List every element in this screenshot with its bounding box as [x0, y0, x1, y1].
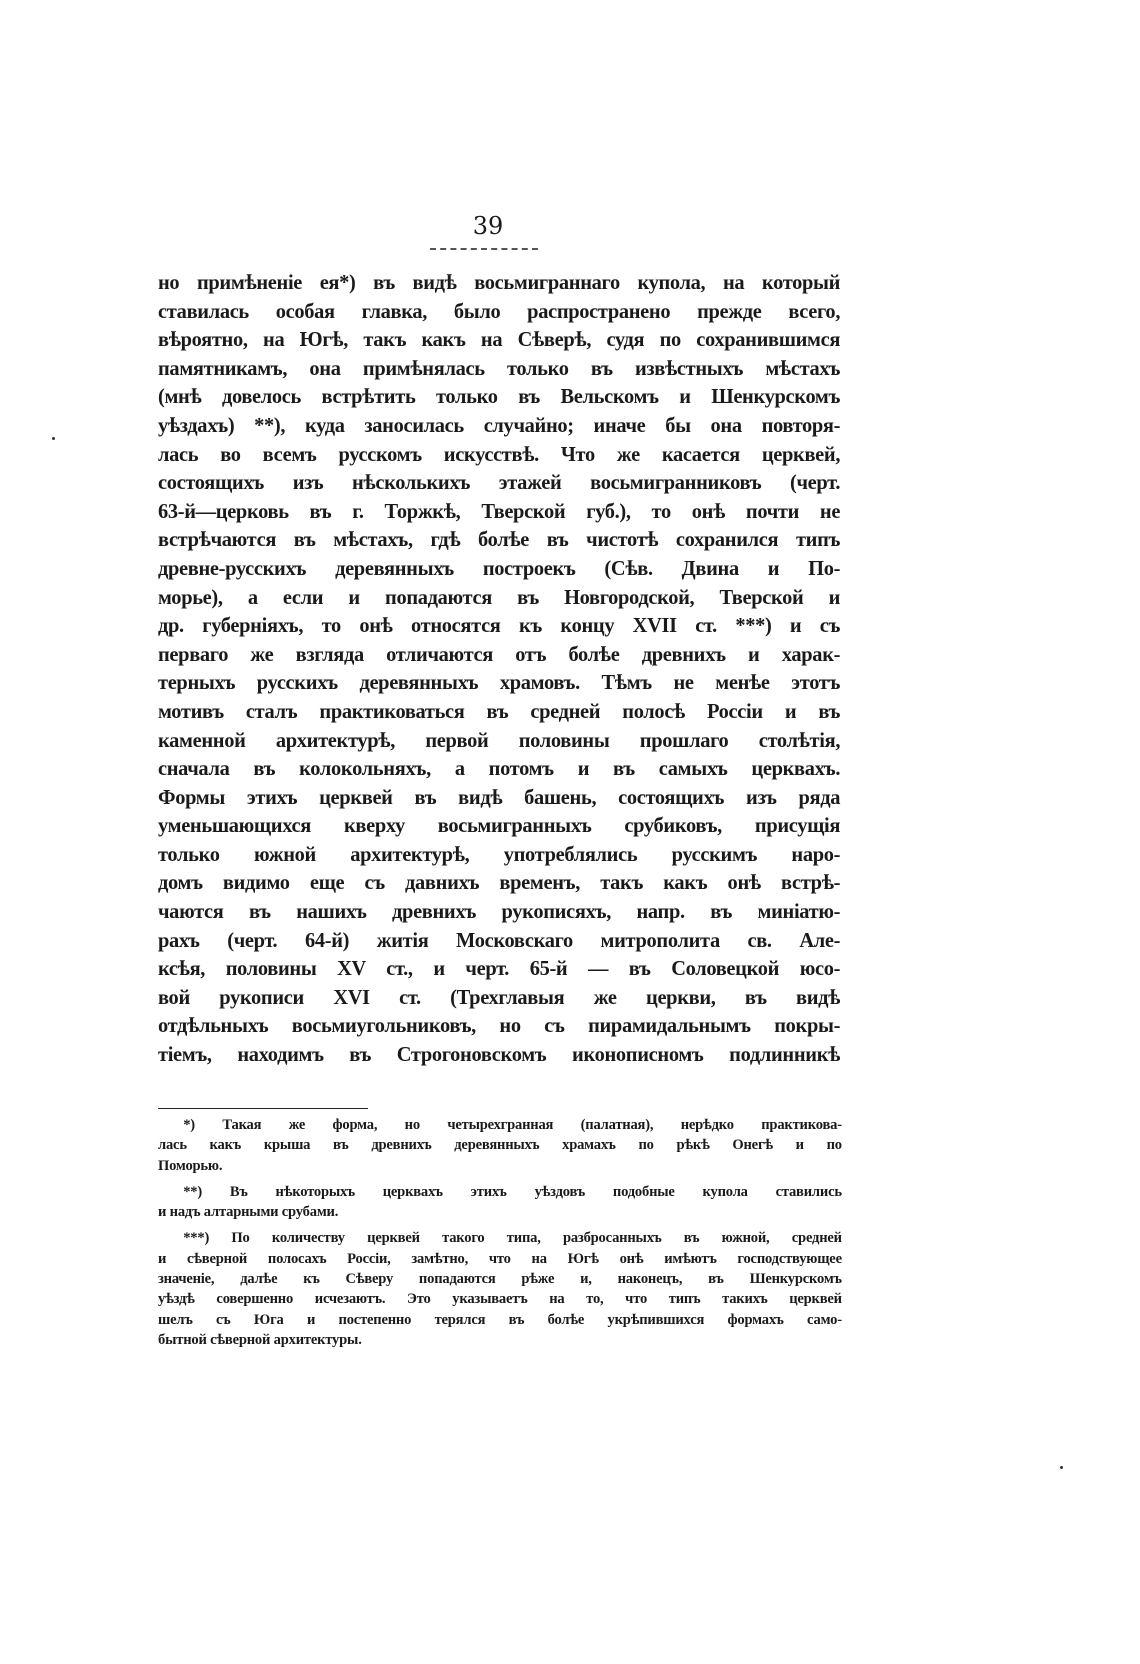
scan-speck	[52, 437, 55, 440]
text-line: 63-й—церковь въ г. Торжкѣ, Тверской губ.), то онѣ почти не	[158, 498, 841, 523]
page-number: 39	[472, 212, 504, 240]
footnote-line: бытной сѣверной архитектуры.	[158, 1331, 362, 1348]
scan-speck	[1060, 1466, 1063, 1469]
footnote-line: и сѣверной полосахъ Россіи, замѣтно, что на Югѣ онѣ имѣютъ господствующее	[158, 1250, 842, 1267]
text-line: морье), а если и попадаются въ Новгородской, Тверской и	[158, 584, 841, 609]
text-line: чаются въ нашихъ древнихъ рукописяхъ, напр. въ миніатю-	[158, 899, 841, 924]
page-number-rule	[430, 248, 538, 250]
text-line: рахъ (черт. 64-й) житія Московскаго митрополита св. Але-	[158, 927, 841, 952]
text-line: др. губерніяхъ, то онѣ относятся къ концу XVII ст. ***) и съ	[158, 613, 841, 638]
footnote-line: значеніе, далѣе къ Сѣверу попадаются рѣже и, наконецъ, въ Шенкурскомъ	[158, 1271, 842, 1288]
footnote-line: и надъ алтарными срубами.	[158, 1204, 339, 1221]
text-line: сначала въ колокольняхъ, а потомъ и въ самыхъ церквахъ.	[158, 756, 841, 781]
footnote-2	[158, 1182, 842, 1223]
text-line: памятникамъ, она примѣнялась только въ извѣстныхъ мѣстахъ	[158, 355, 841, 380]
text-line: (мнѣ довелось встрѣтить только въ Вельскомъ и Шенкурскомъ	[158, 384, 841, 409]
text-line: домъ видимо еще съ давнихъ временъ, такъ какъ онѣ встрѣ-	[158, 870, 841, 895]
footnote-line: лась какъ крыша въ древнихъ деревянныхъ храмахъ по рѣкѣ Онегѣ и по	[158, 1137, 842, 1154]
text-line: только южной архитектурѣ, употреблялись русскимъ наро-	[158, 841, 841, 866]
footnotes-block	[158, 1115, 842, 1350]
text-line: отдѣльныхъ восьмиугольниковъ, но съ пирамидальнымъ покры-	[158, 1013, 841, 1038]
text-line: лась во всемъ русскомъ искусствѣ. Что же касается церквей,	[158, 441, 841, 466]
text-line: ксѣя, половины XV ст., и черт. 65-й — въ Соловецкой юсо-	[158, 956, 841, 981]
text-line: уменьшающихся кверху восьмигранныхъ срубиковъ, присущія	[158, 813, 841, 838]
footnote-line: Поморью.	[158, 1157, 223, 1174]
text-line: мотивъ сталъ практиковаться въ средней полосѣ Россіи и въ	[158, 698, 841, 723]
text-line: вѣроятно, на Югѣ, такъ какъ на Сѣверѣ, судя по сохранившимся	[158, 327, 841, 352]
text-line: но примѣненіе ея*) въ видѣ восьмиграннаго купола, на который	[158, 270, 841, 294]
footnote-1	[158, 1115, 842, 1176]
text-line: терныхъ русскихъ деревянныхъ храмовъ. Тѣмъ не менѣе этотъ	[158, 670, 841, 695]
text-line: ставилась особая главка, было распространено прежде всего,	[158, 298, 841, 323]
text-line: Формы этихъ церквей въ видѣ башень, состоящихъ изъ ряда	[158, 784, 841, 809]
footnote-line: ***) По количеству церквей такого типа, разбросанныхъ въ южной, средней	[183, 1230, 842, 1247]
footnote-line: уѣздѣ совершенно исчезаютъ. Это указываетъ на то, что типъ такихъ церквей	[158, 1291, 842, 1308]
footnote-line: шелъ съ Юга и постепенно терялся въ болѣе укрѣпившихся формахъ само-	[158, 1311, 842, 1328]
main-text-block	[158, 268, 840, 1069]
text-line: встрѣчаются въ мѣстахъ, гдѣ болѣе въ чистотѣ сохранился типъ	[158, 527, 841, 552]
text-line: каменной архитектурѣ, первой половины прошлаго столѣтія,	[158, 727, 841, 752]
text-line: древне-русскихъ деревянныхъ построекъ (Сѣв. Двина и По-	[158, 555, 841, 580]
text-line: перваго же взгляда отличаются отъ болѣе древнихъ и харак-	[158, 641, 841, 666]
text-line: вой рукописи XVI ст. (Трехглавыя же церкви, въ видѣ	[158, 984, 841, 1009]
footnote-line: *) Такая же форма, но четырехгранная (палатная), нерѣдко практикова-	[183, 1117, 842, 1133]
footnote-3	[158, 1228, 842, 1350]
footnote-separator	[158, 1108, 368, 1109]
text-line: уѣздахъ) **), куда заносилась случайно; иначе бы она повторя-	[158, 412, 841, 437]
text-line: состоящихъ изъ нѣсколькихъ этажей восьмигранниковъ (черт.	[158, 470, 841, 495]
text-line: тіемъ, находимъ въ Строгоновскомъ иконописномъ подлинникѣ	[158, 1042, 841, 1067]
footnote-line: **) Въ нѣкоторыхъ церквахъ этихъ уѣздовъ подобные купола ставились	[183, 1183, 842, 1200]
